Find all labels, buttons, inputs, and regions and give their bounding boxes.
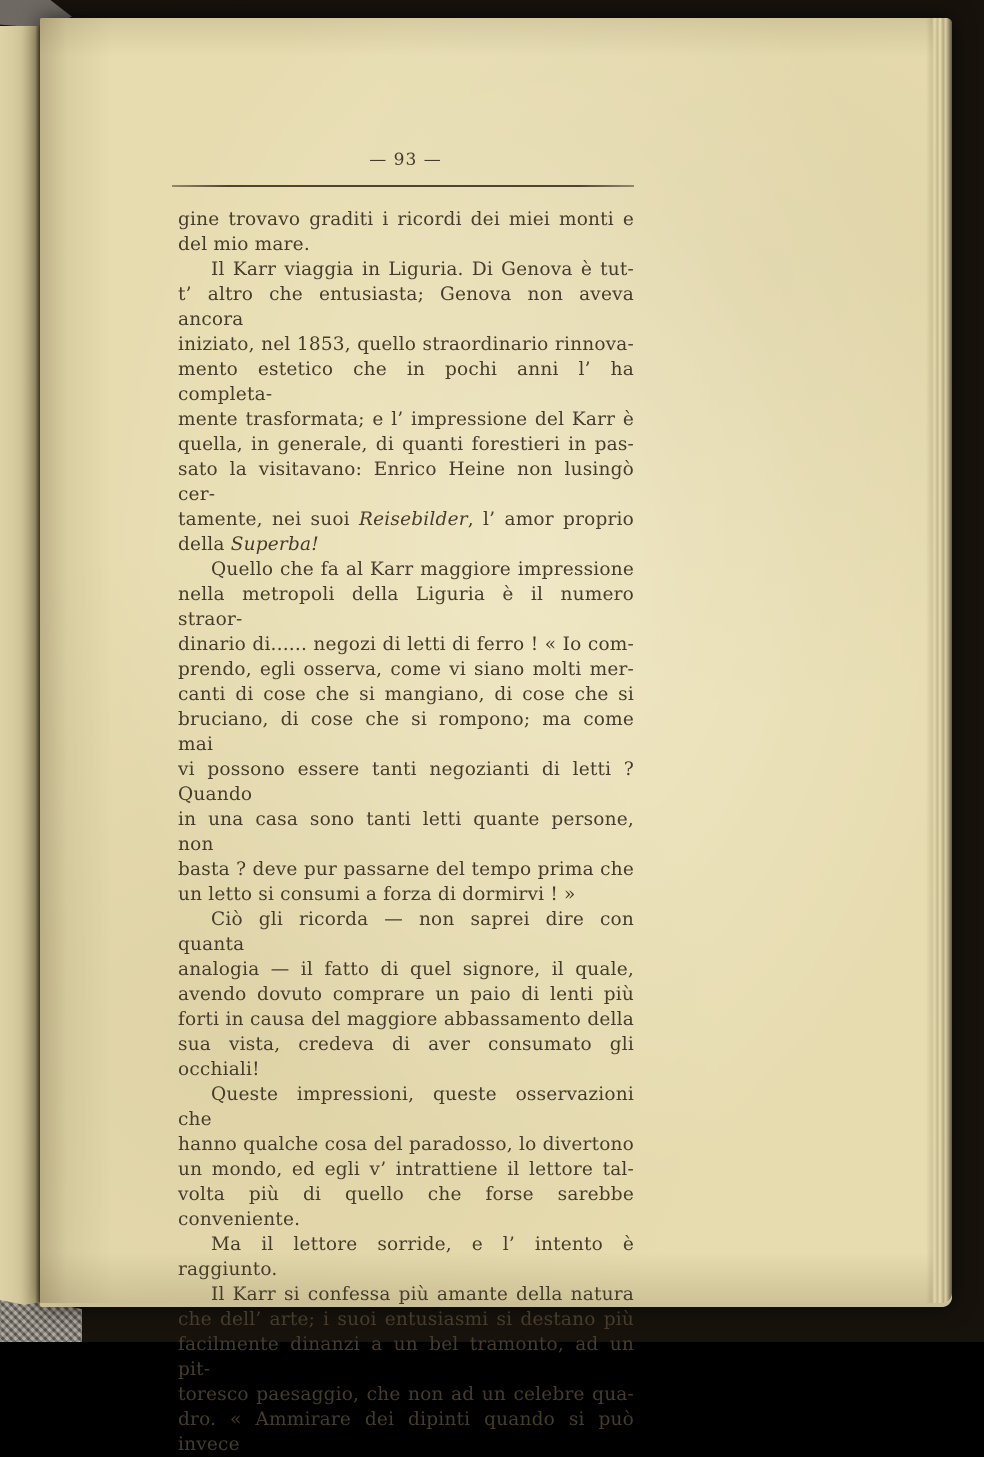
text-line: mento estetico che in pochi anni l’ ha completa- bbox=[178, 359, 634, 405]
text-line: t’ altro che entusiasta; Genova non aveva ancora bbox=[178, 284, 634, 330]
text-line: un letto si consumi a forza di dormirvi ! » bbox=[178, 884, 576, 905]
text-line: tamente, nei suoi Reisebilder, l’ amor proprio bbox=[178, 509, 634, 530]
text-line: quella, in generale, di quanti forestieri in pas- bbox=[178, 434, 634, 455]
text-line: Ma il lettore sorride, e l’ intento è raggiunto. bbox=[178, 1234, 634, 1280]
text-line: hanno qualche cosa del paradosso, lo divertono bbox=[178, 1134, 634, 1155]
text-line: sato la visitavano: Enrico Heine non lusingò cer- bbox=[178, 459, 634, 505]
text-line: toresco paesaggio, che non ad un celebre qua- bbox=[178, 1384, 634, 1405]
text-line: in una casa sono tanti letti quante persone, non bbox=[178, 809, 634, 855]
text-line: dinario di...... negozi di letti di ferro ! « Io com- bbox=[178, 634, 634, 655]
page-text bbox=[178, 207, 634, 1457]
text-line: Il Karr viaggia in Liguria. Di Genova è tut- bbox=[211, 259, 634, 280]
text-line: che dell’ arte; i suoi entusiasmi si destano più bbox=[178, 1309, 634, 1330]
book-page bbox=[40, 18, 952, 1455]
text-line: Queste impressioni, queste osservazioni che bbox=[178, 1084, 634, 1130]
text-line: facilmente dinanzi a un bel tramonto, ad un pit- bbox=[178, 1334, 634, 1380]
text-line: vi possono essere tanti negozianti di letti ? Quando bbox=[178, 759, 634, 805]
text-line: mente trasformata; e l’ impressione del Karr è bbox=[178, 409, 634, 430]
text-line: dro. « Ammirare dei dipinti quando si può invece bbox=[178, 1409, 634, 1455]
text-line: avendo dovuto comprare un paio di lenti più bbox=[178, 984, 634, 1005]
text-line: Il Karr si confessa più amante della natura bbox=[211, 1284, 634, 1305]
text-line: basta ? deve pur passarne del tempo prima che bbox=[178, 859, 634, 880]
text-line: Quello che fa al Karr maggiore impressione bbox=[211, 559, 634, 580]
page-edge-stack bbox=[926, 18, 952, 1303]
header-rule bbox=[172, 185, 634, 187]
text-line: Ciò gli ricorda — non saprei dire con quanta bbox=[178, 909, 634, 955]
text-line: prendo, egli osserva, come vi siano molti mer- bbox=[178, 659, 634, 680]
text-line: canti di cose che si mangiano, di cose che si bbox=[178, 684, 634, 705]
text-line: analogia — il fatto di quel signore, il quale, bbox=[178, 959, 634, 980]
text-line: iniziato, nel 1853, quello straordinario rinnova- bbox=[178, 334, 634, 355]
page-number: — 93 — bbox=[369, 150, 442, 170]
adjacent-page-gutter bbox=[0, 26, 40, 1306]
text-line: volta più di quello che forse sarebbe conveniente. bbox=[178, 1184, 634, 1230]
text-line: del mio mare. bbox=[178, 234, 310, 255]
text-line: gine trovavo graditi i ricordi dei miei monti e bbox=[178, 209, 634, 230]
text-line: un mondo, ed egli v’ intrattiene il lettore tal- bbox=[178, 1159, 634, 1180]
text-line: nella metropoli della Liguria è il numero straor- bbox=[178, 584, 634, 630]
text-line: bruciano, di cose che si rompono; ma come mai bbox=[178, 709, 634, 755]
text-line: della Superba! bbox=[178, 534, 319, 555]
text-line: sua vista, credeva di aver consumato gli occhiali! bbox=[178, 1034, 634, 1080]
text-line: forti in causa del maggiore abbassamento della bbox=[178, 1009, 634, 1030]
